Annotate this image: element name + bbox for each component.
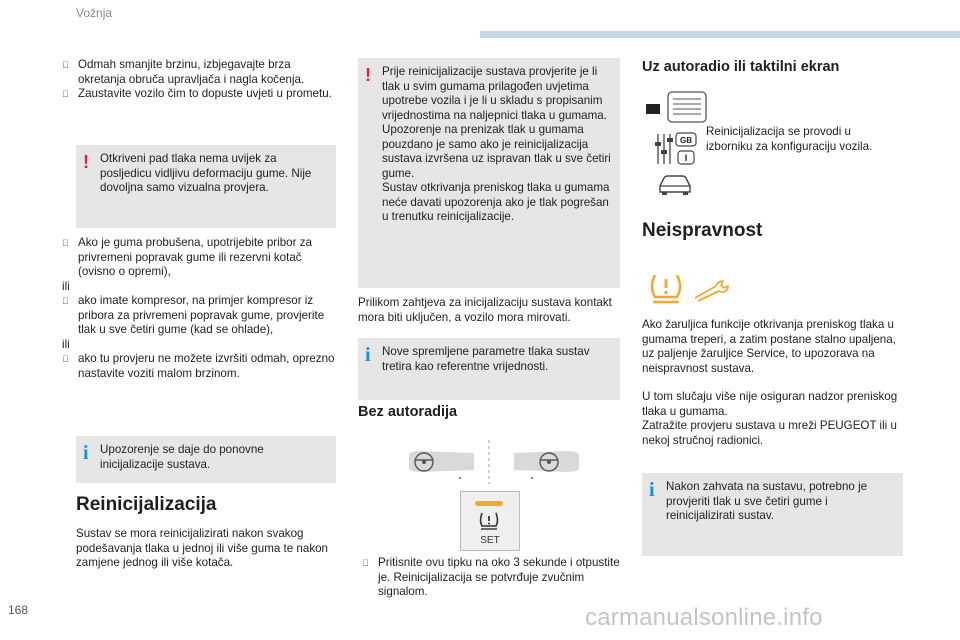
ili-text: ili [62, 337, 70, 351]
warning-box: ! Prije reinicijalizacije sustava provjerite je li tlak u svim gumama prilagođen uvjetima upotrebe vozila i je li u skladu s propisanim vrijednostima na naljepnici tlaka u gumama. Upozorenje na prenizak tlak u gumama pouzdano je samo ako je reinicijalizacija sustava izvršena uz ispravan tlak u sve četiri gume. Sustav otkrivanja preniskog tlaka u gumama neće davati upozorenja ako je tlak pogrešan u trenutku reinicijalizacije. [358, 58, 620, 288]
amber-led [475, 501, 503, 506]
body-text: Ako žaruljica funkcije otkrivanja preniskog tlaka u gumama treperi, a zatim postane stalno upaljena, uz paljenje žaruljice Service, to upozorava na neispravnost sustava. [642, 318, 896, 375]
list-item: ako imate kompresor, na primjer kompresor iz pribora za privremeni popravak gume, provjerite tlak u sve četiri gume (kad se ohlade), [62, 294, 338, 338]
tpms-warning-icon [478, 511, 500, 531]
info-box: i Nove spremljene parametre tlaka sustav tretira kao referentne vrijednosti. [358, 338, 620, 400]
settings-sliders-icon [652, 130, 700, 168]
body-text: Sustav se mora reinicijalizirati nakon svakog podešavanja tlaka u jednoj ili više guma te nakon zamjene jednog ili više kotača. [76, 527, 329, 569]
warning-exclamation-icon: ! [365, 65, 371, 85]
list-item: Pritisnite ovu tipku na oko 3 sekunde i otpustite je. Reinicijalizacija se potvrđuje zvučnim signalom. [362, 556, 620, 600]
bullet-arrow-icon [62, 87, 78, 102]
info-icon: i [365, 344, 371, 366]
bullet-arrow-icon [62, 352, 78, 381]
list-item: Zaustavite vozilo čim to dopuste uvjeti u prometu. [62, 87, 338, 102]
gb-label: GB [680, 136, 692, 145]
set-label: SET [480, 535, 500, 546]
ili-text: ili [62, 279, 70, 293]
car-icon [656, 174, 694, 196]
wrench-icon [692, 278, 732, 302]
right-stalk [514, 451, 579, 472]
list-item: Odmah smanjite brzinu, izbjegavajte brza okretanja obruča upravljača i nagla kočenja. [62, 58, 338, 87]
info-box: i Nakon zahvata na sustavu, potrebno je provjeriti tlak u sve četiri gume i reinicijalizirati sustav. [642, 473, 903, 556]
tpms-warning-icon [648, 272, 684, 306]
warning-box: ! Otkriveni pad tlaka nema uvijek za posljedicu vidljivu deformaciju gume. Nije dovoljna samo vizualna provjera. [76, 145, 336, 228]
bullet-arrow-icon [62, 58, 78, 87]
steering-wheel-illustration [404, 438, 584, 488]
header-title: Vožnja [76, 6, 113, 20]
body-text: Reinicijalizacija se provodi u izborniku za konfiguraciju vozila. [706, 125, 873, 153]
page-number: 168 [8, 603, 29, 617]
body-text: U tom slučaju više nije osiguran nadzor preniskog tlaka u gumama. Zatražite provjeru sustava u mreži PEUGEOT ili u nekoj stručnoj radionici. [642, 390, 898, 447]
header-bar [480, 31, 960, 38]
info-icon: i [83, 442, 89, 464]
section-heading: Neispravnost [642, 220, 763, 241]
list-item: ako tu provjeru ne možete izvršiti odmah, oprezno nastavite voziti malom brzinom. [62, 352, 338, 381]
section-heading: Reinicijalizacija [76, 494, 217, 515]
body-text: Prilikom zahtjeva za inicijalizaciju sustava kontakt mora biti uključen, a vozilo mora mirovati. [358, 296, 612, 324]
info-icon: i [649, 479, 655, 501]
bullet-arrow-icon [362, 556, 378, 600]
col2-bullet [362, 556, 620, 600]
set-button[interactable] [460, 491, 520, 551]
i-label: I [684, 153, 688, 163]
warning-exclamation-icon: ! [83, 152, 89, 172]
touchscreen-icon [644, 90, 708, 124]
bullet-arrow-icon [62, 294, 78, 338]
section-heading: Bez autoradija [358, 404, 458, 420]
list-item: Ako je guma probušena, upotrijebite pribor za privremeni popravak gume ili rezervni kotač (ovisno o opremi), [62, 236, 338, 280]
col1-bullets-mid [62, 236, 338, 381]
bullet-arrow-icon [62, 236, 78, 280]
watermark: carmanualsonline.info [585, 604, 823, 631]
col1-bullets-top [62, 58, 338, 102]
section-heading: Uz autoradio ili taktilni ekran [642, 59, 840, 75]
info-box: i Upozorenje se daje do ponovne inicijalizacije sustava. [76, 436, 336, 483]
